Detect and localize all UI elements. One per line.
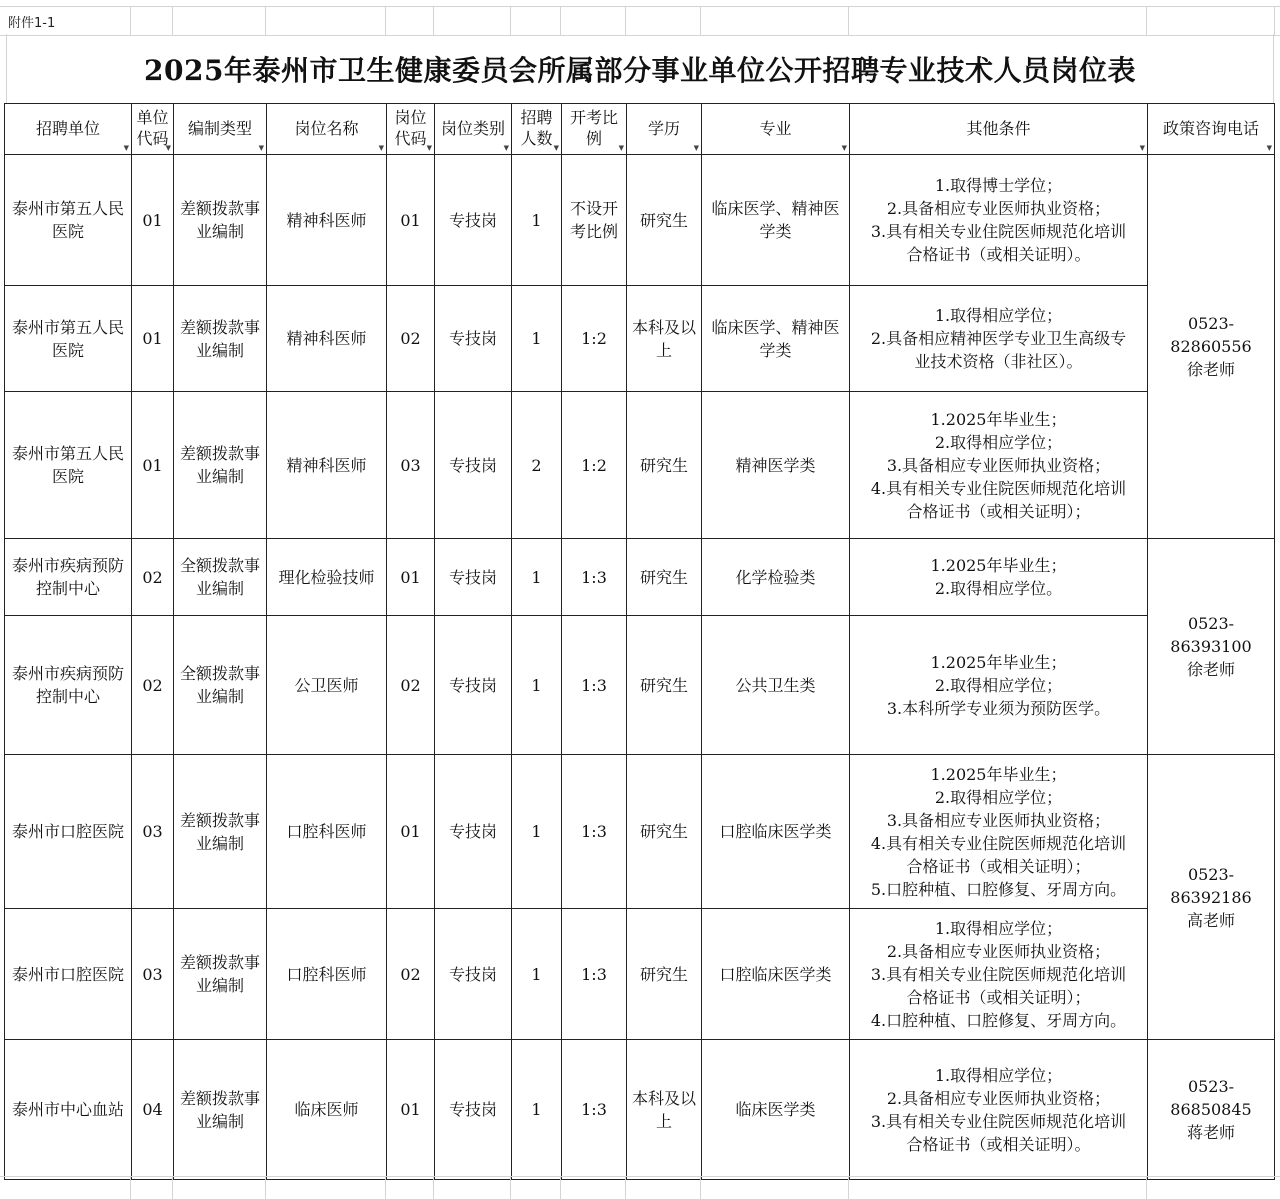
major-cell[interactable]: 临床医学、精神医学类 (702, 286, 850, 392)
conditions-cell[interactable] (850, 286, 1148, 392)
ratio-cell[interactable]: 1:3 (562, 755, 627, 909)
condition-line: 3.具备相应专业医师执业资格； (886, 455, 1111, 475)
condition-line: 1.取得博士学位； (934, 176, 1063, 195)
staffing-cell[interactable]: 全额拨款事业编制 (174, 539, 267, 616)
post-code-cell[interactable]: 02 (387, 286, 435, 392)
unit-code-cell[interactable]: 04 (132, 1040, 174, 1180)
ratio-cell[interactable]: 1:2 (562, 392, 627, 539)
post-name-cell[interactable]: 精神科医师 (267, 155, 387, 286)
condition-line: 2.具备相应专业医师执业资格； (886, 199, 1111, 218)
table-row (5, 616, 1275, 755)
table-row (5, 1040, 1275, 1180)
contact-phone: 0523-86392186 (1170, 864, 1252, 907)
table-row (5, 392, 1275, 539)
condition-line: 2.具备相应专业医师执业资格； (886, 941, 1111, 961)
condition-line: 1.2025年毕业生； (930, 556, 1067, 575)
post-code-cell[interactable]: 02 (387, 909, 435, 1040)
major-cell[interactable]: 化学检验类 (702, 539, 850, 616)
header-unit-code[interactable]: 单位代码 ▼ (132, 104, 174, 155)
major-cell[interactable]: 公共卫生类 (702, 616, 850, 755)
count-cell[interactable]: 1 (512, 155, 562, 286)
contact-cell[interactable] (1148, 755, 1275, 1040)
count-cell[interactable]: 2 (512, 392, 562, 539)
ratio-cell[interactable]: 1:2 (562, 286, 627, 392)
condition-line: 5.口腔种植、口腔修复、牙周方向。 (870, 879, 1127, 899)
condition-line: 3.具有相关专业住院医师规范化培训 (870, 222, 1127, 241)
conditions-cell[interactable] (850, 539, 1148, 616)
post-name-cell[interactable]: 口腔科医师 (267, 909, 387, 1040)
contact-person: 徐老师 (1186, 360, 1235, 379)
header-post-code[interactable]: 岗位代码 ▼ (387, 104, 435, 155)
post-type-cell[interactable]: 专技岗 (435, 616, 512, 755)
filter-dropdown-icon[interactable]: ▼ (123, 144, 129, 152)
condition-line: 2.取得相应学位； (934, 787, 1063, 807)
post-code-cell[interactable]: 01 (387, 539, 435, 616)
condition-line: 合格证书（或相关证明）； (906, 501, 1091, 521)
unit-cell[interactable]: 泰州市第五人民医院 (5, 286, 132, 392)
conditions-cell[interactable] (850, 1040, 1148, 1180)
staffing-cell[interactable]: 差额拨款事业编制 (174, 392, 267, 539)
post-name-cell[interactable]: 精神科医师 (267, 392, 387, 539)
post-code-cell[interactable]: 03 (387, 392, 435, 539)
unit-code-cell[interactable]: 01 (132, 286, 174, 392)
filter-dropdown-icon[interactable]: ▼ (841, 144, 847, 152)
staffing-cell[interactable]: 差额拨款事业编制 (174, 155, 267, 286)
education-cell[interactable]: 本科及以上 (627, 286, 702, 392)
header-row (5, 104, 1275, 155)
post-type-cell[interactable]: 专技岗 (435, 1040, 512, 1180)
condition-line: 2.具备相应专业医师执业资格； (886, 1088, 1111, 1108)
unit-cell[interactable]: 泰州市第五人民医院 (5, 155, 132, 286)
education-cell[interactable]: 研究生 (627, 155, 702, 286)
condition-line: 合格证书（或相关证明）； (906, 987, 1091, 1007)
count-cell[interactable]: 1 (512, 755, 562, 909)
contact-phone: 0523-82860556 (1170, 314, 1252, 356)
staffing-cell[interactable]: 差额拨款事业编制 (174, 1040, 267, 1180)
post-name-cell[interactable]: 公卫医师 (267, 616, 387, 755)
contact-cell[interactable] (1148, 155, 1275, 539)
contact-person: 徐老师 (1186, 660, 1235, 679)
staffing-cell[interactable]: 差额拨款事业编制 (174, 755, 267, 909)
filter-dropdown-icon[interactable]: ▼ (165, 144, 171, 152)
conditions-cell[interactable] (850, 392, 1148, 539)
filter-dropdown-icon[interactable]: ▼ (693, 144, 699, 152)
post-type-cell[interactable]: 专技岗 (435, 539, 512, 616)
header-phone[interactable]: 政策咨询电话 ▼ (1148, 104, 1275, 155)
ratio-cell[interactable]: 不设开考比例 (562, 155, 627, 286)
contact-phone: 0523-86850845 (1170, 1077, 1252, 1119)
education-cell[interactable]: 研究生 (627, 616, 702, 755)
unit-cell[interactable]: 泰州市第五人民医院 (5, 392, 132, 539)
count-cell[interactable]: 1 (512, 616, 562, 755)
staffing-cell[interactable]: 差额拨款事业编制 (174, 286, 267, 392)
condition-line: 2.取得相应学位； (934, 675, 1063, 695)
post-code-cell[interactable]: 02 (387, 616, 435, 755)
conditions-cell[interactable] (850, 909, 1148, 1040)
education-cell[interactable]: 研究生 (627, 539, 702, 616)
conditions-cell[interactable] (850, 155, 1148, 286)
header-ratio[interactable]: 开考比例 ▼ (562, 104, 627, 155)
ratio-cell[interactable]: 1:3 (562, 909, 627, 1040)
condition-line: 2.取得相应学位； (934, 432, 1063, 452)
conditions-cell[interactable] (850, 616, 1148, 755)
filter-dropdown-icon[interactable]: ▼ (553, 144, 559, 152)
condition-line: 1.2025年毕业生； (930, 652, 1067, 672)
header-unit[interactable]: 招聘单位 ▼ (5, 104, 132, 155)
condition-line: 1.取得相应学位； (934, 918, 1063, 938)
spreadsheet-grid-top (0, 6, 1280, 36)
conditions-cell[interactable] (850, 755, 1148, 909)
condition-line: 3.具有相关专业住院医师规范化培训 (870, 964, 1127, 984)
condition-line: 3.本科所学专业须为预防医学。 (886, 698, 1111, 718)
education-cell[interactable]: 研究生 (627, 755, 702, 909)
count-cell[interactable]: 1 (512, 286, 562, 392)
count-cell[interactable]: 1 (512, 909, 562, 1040)
filter-dropdown-icon[interactable]: ▼ (378, 144, 384, 152)
post-name-cell[interactable]: 理化检验技师 (267, 539, 387, 616)
condition-line: 业技术资格（非社区）。 (914, 352, 1083, 371)
job-positions-table (4, 103, 1275, 1180)
staffing-cell[interactable]: 差额拨款事业编制 (174, 909, 267, 1040)
unit-cell[interactable]: 泰州市中心血站 (5, 1040, 132, 1180)
condition-line: 1.取得相应学位； (934, 1065, 1063, 1085)
unit-cell[interactable]: 泰州市疾病预防控制中心 (5, 616, 132, 755)
major-cell[interactable]: 临床医学、精神医学类 (702, 155, 850, 286)
table-row (5, 286, 1275, 392)
table-row (5, 539, 1275, 616)
unit-code-cell[interactable]: 01 (132, 392, 174, 539)
page-title: 2025年泰州市卫生健康委员会所属部分事业单位公开招聘专业技术人员岗位表 (6, 34, 1274, 104)
condition-line: 2.取得相应学位。 (934, 579, 1063, 598)
major-cell[interactable]: 临床医学类 (702, 1040, 850, 1180)
header-count[interactable]: 招聘人数 ▼ (512, 104, 562, 155)
post-type-cell[interactable]: 专技岗 (435, 286, 512, 392)
ratio-cell[interactable]: 1:3 (562, 539, 627, 616)
header-conditions[interactable]: 其他条件 ▼ (850, 104, 1148, 155)
unit-code-cell[interactable]: 02 (132, 616, 174, 755)
filter-dropdown-icon[interactable]: ▼ (426, 144, 432, 152)
unit-code-cell[interactable]: 02 (132, 539, 174, 616)
major-cell[interactable]: 精神医学类 (702, 392, 850, 539)
header-post-name[interactable]: 岗位名称 ▼ (267, 104, 387, 155)
condition-line: 3.具备相应专业医师执业资格； (886, 810, 1111, 830)
condition-line: 合格证书（或相关证明）； (906, 856, 1091, 876)
post-type-cell[interactable]: 专技岗 (435, 392, 512, 539)
filter-dropdown-icon[interactable]: ▼ (1139, 144, 1145, 152)
contact-person: 蒋老师 (1186, 1123, 1235, 1142)
filter-dropdown-icon[interactable]: ▼ (258, 144, 264, 152)
condition-line: 1.2025年毕业生； (930, 409, 1067, 429)
unit-cell[interactable]: 泰州市口腔医院 (5, 755, 132, 909)
annex-label: 附件1-1 (8, 16, 56, 31)
unit-code-cell[interactable]: 01 (132, 155, 174, 286)
condition-line: 合格证书（或相关证明）。 (906, 1134, 1091, 1154)
post-code-cell[interactable]: 01 (387, 155, 435, 286)
post-name-cell[interactable]: 精神科医师 (267, 286, 387, 392)
contact-cell[interactable] (1148, 1040, 1275, 1180)
header-post-type[interactable]: 岗位类别 ▼ (435, 104, 512, 155)
education-cell[interactable]: 本科及以上 (627, 1040, 702, 1180)
header-staffing[interactable]: 编制类型 ▼ (174, 104, 267, 155)
count-cell[interactable]: 1 (512, 1040, 562, 1180)
condition-line: 合格证书（或相关证明）。 (906, 245, 1091, 264)
ratio-cell[interactable]: 1:3 (562, 616, 627, 755)
unit-code-cell[interactable]: 03 (132, 755, 174, 909)
post-name-cell[interactable]: 口腔科医师 (267, 755, 387, 909)
major-cell[interactable]: 口腔临床医学类 (702, 755, 850, 909)
table-row (5, 755, 1275, 909)
filter-dropdown-icon[interactable]: ▼ (503, 144, 509, 152)
unit-code-cell[interactable]: 03 (132, 909, 174, 1040)
filter-dropdown-icon[interactable]: ▼ (618, 144, 624, 152)
contact-phone: 0523-86393100 (1170, 614, 1252, 656)
condition-line: 3.具有相关专业住院医师规范化培训 (870, 1111, 1127, 1131)
post-type-cell[interactable]: 专技岗 (435, 755, 512, 909)
education-cell[interactable]: 研究生 (627, 392, 702, 539)
post-name-cell[interactable]: 临床医师 (267, 1040, 387, 1180)
table-body (5, 155, 1275, 1180)
unit-cell[interactable]: 泰州市疾病预防控制中心 (5, 539, 132, 616)
condition-line: 1.取得相应学位； (934, 306, 1063, 325)
condition-line: 4.具有相关专业住院医师规范化培训 (870, 478, 1127, 498)
unit-cell[interactable]: 泰州市口腔医院 (5, 909, 132, 1040)
condition-line: 4.口腔种植、口腔修复、牙周方向。 (870, 1010, 1127, 1030)
education-cell[interactable]: 研究生 (627, 909, 702, 1040)
header-major[interactable]: 专业 ▼ (702, 104, 850, 155)
header-education[interactable]: 学历 ▼ (627, 104, 702, 155)
condition-line: 1.2025年毕业生； (930, 764, 1067, 784)
contact-person: 高老师 (1186, 910, 1235, 930)
major-cell[interactable]: 口腔临床医学类 (702, 909, 850, 1040)
ratio-cell[interactable]: 1:3 (562, 1040, 627, 1180)
condition-line: 4.具有相关专业住院医师规范化培训 (870, 833, 1127, 853)
table-row (5, 155, 1275, 286)
staffing-cell[interactable]: 全额拨款事业编制 (174, 616, 267, 755)
filter-dropdown-icon[interactable]: ▼ (1266, 144, 1272, 152)
post-type-cell[interactable]: 专技岗 (435, 155, 512, 286)
contact-cell[interactable] (1148, 539, 1275, 755)
condition-line: 2.具备相应精神医学专业卫生高级专 (870, 329, 1127, 348)
post-code-cell[interactable]: 01 (387, 1040, 435, 1180)
post-type-cell[interactable]: 专技岗 (435, 909, 512, 1040)
table-row (5, 909, 1275, 1040)
spreadsheet-grid-bottom (0, 1176, 1280, 1199)
post-code-cell[interactable]: 01 (387, 755, 435, 909)
count-cell[interactable]: 1 (512, 539, 562, 616)
